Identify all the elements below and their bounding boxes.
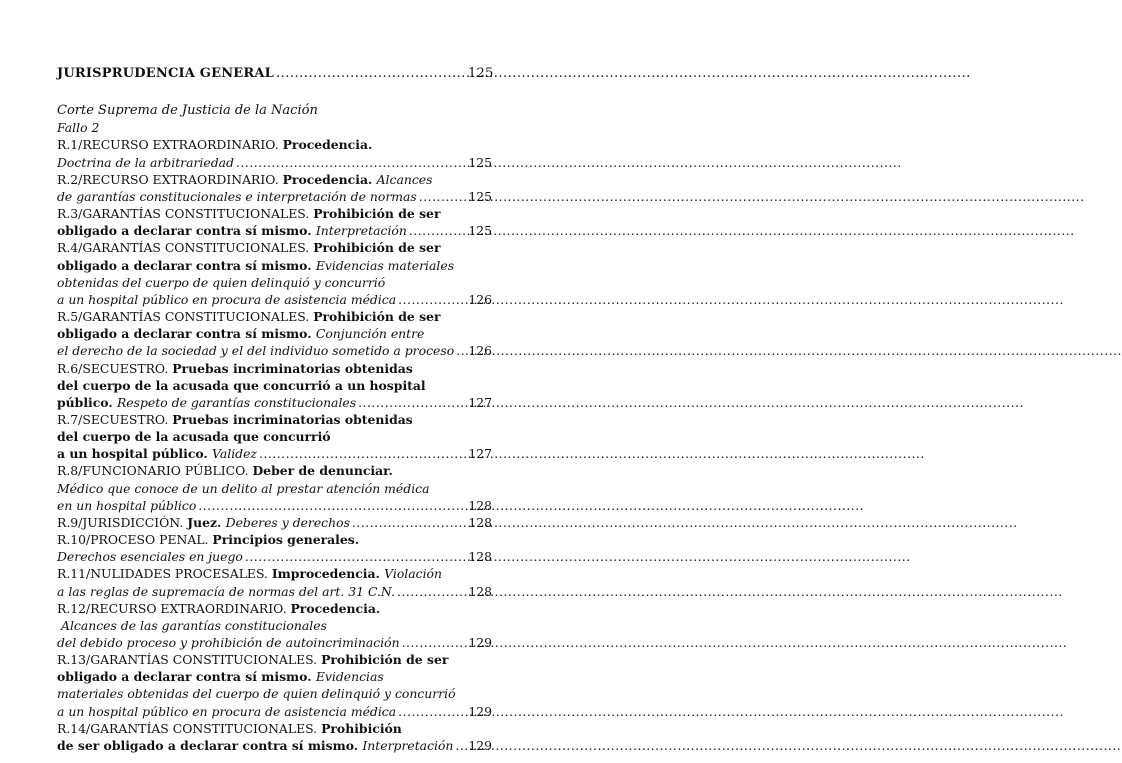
entry-text — [57, 497, 196, 514]
entry-line — [57, 205, 492, 222]
page-number: 126 — [468, 291, 492, 307]
entry-text — [57, 514, 350, 531]
entry-italic-text: materiales obtenidas del cuerpo de quien delinquió y concurrió — [57, 686, 456, 702]
entry-line — [57, 583, 492, 600]
toc-entry — [57, 565, 492, 599]
entry-bold-text: Prohibición de ser — [313, 309, 441, 325]
entry-line — [57, 514, 492, 531]
entry-bold-text: Principios generales. — [212, 532, 360, 548]
entry-bold-text: Prohibición de ser — [313, 206, 441, 222]
entry-line — [57, 548, 492, 565]
entry-bold-text: Improcedencia. — [271, 566, 385, 582]
entry-text — [57, 651, 448, 668]
entry-text — [57, 634, 400, 651]
section-title: JURISPRUDENCIA GENERAL — [57, 66, 275, 81]
entry-bold-text: Prohibición de ser — [313, 240, 441, 256]
dot-leader — [236, 154, 466, 171]
entry-plain-text: R.3/GARANTÍAS CONSTITUCIONALES. — [57, 206, 314, 222]
entry-italic-text: Médico que conoce de un delito al prestar atención médica — [57, 480, 430, 496]
entry-line — [57, 703, 492, 720]
entry-text — [57, 737, 453, 754]
page-number: 125 — [468, 66, 494, 81]
entry-line — [57, 565, 492, 582]
entry-bold-text: obligado a declarar contra sí mismo. — [57, 223, 316, 239]
entry-italic-text: Doctrina de la arbitrariedad — [57, 154, 234, 170]
dot-leader — [455, 737, 466, 754]
entry-italic-text: Deberes y derechos — [225, 514, 350, 530]
entry-italic-text: a un hospital público en procura de asistencia médica — [57, 291, 397, 307]
entry-italic-text: Violación — [384, 566, 443, 582]
toc-entry — [57, 239, 492, 308]
page-number: 125 — [468, 223, 492, 239]
toc-entry — [57, 360, 492, 411]
entry-text — [57, 668, 384, 685]
dot-leader — [198, 497, 466, 514]
entry-plain-text: R.4/GARANTÍAS CONSTITUCIONALES. — [57, 240, 314, 256]
page-number: 129 — [468, 635, 492, 650]
entry-bold-text: obligado a declarar contra sí mismo. — [57, 326, 316, 342]
entry-line — [57, 325, 492, 342]
entry-line — [57, 154, 492, 171]
section-heading — [57, 65, 492, 82]
entry-line — [57, 651, 492, 668]
entry-italic-text: a un hospital público en procura de asistencia médica — [57, 703, 397, 719]
entry-line — [57, 720, 492, 737]
toc-entry — [57, 136, 492, 170]
entry-plain-text: R.8/FUNCIONARIO PÚBLICO. — [57, 463, 253, 479]
fallo-label-text: Fallo 2 — [57, 120, 100, 136]
dot-leader — [352, 514, 466, 531]
entry-italic-text: Interpretación — [315, 223, 407, 239]
entry-italic-text: del debido proceso y prohibición de autoincriminación — [57, 635, 400, 650]
toc-entry — [57, 514, 492, 531]
page-number: 128 — [468, 497, 492, 513]
dot-leader — [245, 548, 466, 565]
entry-plain-text: R.12/RECURSO EXTRAORDINARIO. — [57, 600, 291, 616]
entry-italic-text: de garantías constitucionales e interpretación de normas — [57, 188, 417, 204]
entry-plain-text: R.10/PROCESO PENAL. — [57, 532, 213, 548]
entry-bold-text: público. — [57, 394, 117, 410]
dot-leader — [259, 445, 466, 462]
entry-italic-text: obtenidas del cuerpo de quien delinquió y concurrió — [57, 274, 386, 290]
entry-italic-text: Derechos esenciales en juego — [57, 549, 243, 565]
entry-text — [57, 445, 257, 462]
entry-text — [57, 548, 243, 565]
entry-plain-text: R.13/GARANTÍAS CONSTITUCIONALES. — [57, 652, 322, 668]
entry-plain-text: R.1/RECURSO EXTRAORDINARIO. — [57, 137, 283, 153]
entry-plain-text: R.5/GARANTÍAS CONSTITUCIONALES. — [57, 309, 314, 325]
entry-line — [57, 617, 492, 634]
entry-line — [57, 737, 492, 754]
entry-text — [57, 531, 359, 548]
court-name — [57, 102, 492, 119]
entry-bold-text: de ser obligado a declarar contra sí mismo. — [57, 737, 363, 753]
toc-entry — [57, 720, 492, 754]
court-name-text: Corte Suprema de Justicia de la Nación — [57, 103, 318, 119]
entry-line — [57, 360, 492, 377]
page-number: 129 — [468, 703, 492, 719]
entry-text — [57, 411, 413, 428]
entry-bold-text: Pruebas incriminatorias obtenidas — [172, 411, 413, 427]
entry-line — [57, 239, 492, 256]
dot-leader — [397, 583, 466, 600]
entry-text — [57, 136, 372, 153]
page-number: 129 — [468, 737, 492, 753]
toc-entry — [57, 411, 492, 462]
entry-list — [57, 136, 492, 754]
entry-line — [57, 634, 492, 651]
entry-line — [57, 600, 492, 617]
entry-italic-text: Evidencias materiales — [315, 257, 455, 273]
entry-line — [57, 188, 492, 205]
entry-bold-text: Procedencia. — [282, 171, 377, 187]
entry-italic-text: Alcances — [376, 171, 433, 187]
entry-text — [57, 462, 393, 479]
entry-plain-text: R.6/SECUESTRO. — [57, 360, 173, 376]
entry-italic-text: Interpretación — [362, 737, 454, 753]
entry-plain-text: R.11/NULIDADES PROCESALES. — [57, 566, 272, 582]
entry-bold-text: del cuerpo de la acusada que concurrió — [57, 429, 331, 445]
fallo-label — [57, 119, 492, 136]
entry-bold-text: Prohibición de ser — [321, 652, 449, 668]
entry-text — [57, 274, 385, 291]
dot-leader — [402, 634, 466, 651]
entry-italic-text: en un hospital público — [57, 497, 197, 513]
entry-bold-text: obligado a declarar contra sí mismo. — [57, 257, 316, 273]
entry-text — [57, 171, 432, 188]
entry-line — [57, 136, 492, 153]
entry-text — [57, 205, 440, 222]
entry-line — [57, 480, 492, 497]
page-number: 127 — [468, 446, 492, 462]
entry-plain-text: R.14/GARANTÍAS CONSTITUCIONALES. — [57, 720, 322, 736]
entry-line — [57, 685, 492, 702]
page-number: 127 — [468, 394, 492, 410]
entry-italic-text: a las reglas de supremacía de normas del art. 31 C.N. — [57, 583, 395, 599]
entry-line — [57, 274, 492, 291]
table-of-contents — [57, 65, 492, 754]
entry-text — [57, 428, 331, 445]
entry-text — [57, 480, 429, 497]
entry-text — [57, 377, 426, 394]
entry-text — [57, 394, 356, 411]
entry-line — [57, 462, 492, 479]
entry-text — [57, 239, 440, 256]
entry-bold-text: del cuerpo de la acusada que concurrió a un hospital — [57, 377, 426, 393]
entry-bold-text: Prohibición — [321, 720, 402, 736]
dot-leader — [409, 222, 466, 239]
entry-text — [57, 703, 396, 720]
dot-leader — [419, 188, 466, 205]
entry-text — [57, 325, 424, 342]
entry-bold-text: Juez. — [187, 514, 226, 530]
toc-entry — [57, 651, 492, 720]
entry-text — [57, 308, 440, 325]
dot-leader — [456, 342, 466, 359]
page-number: 128 — [468, 583, 492, 599]
entry-bold-text: a un hospital público. — [57, 446, 213, 462]
dot-leader — [398, 703, 466, 720]
entry-line — [57, 394, 492, 411]
dot-leader — [276, 65, 466, 82]
entry-line — [57, 531, 492, 548]
entry-plain-text: R.7/SECUESTRO. — [57, 411, 173, 427]
entry-italic-text: Alcances de las garantías constitucionales — [61, 617, 327, 633]
entry-line — [57, 257, 492, 274]
entry-text — [57, 685, 456, 702]
entry-line — [57, 445, 492, 462]
entry-text — [57, 720, 402, 737]
dot-leader — [398, 291, 466, 308]
toc-entry — [57, 600, 492, 651]
toc-entry — [57, 205, 492, 239]
page-number: 126 — [468, 343, 492, 359]
toc-entry — [57, 171, 492, 205]
entry-text — [57, 565, 442, 582]
entry-line — [57, 291, 492, 308]
entry-line — [57, 308, 492, 325]
toc-entry — [57, 462, 492, 513]
entry-text — [57, 291, 396, 308]
entry-line — [57, 342, 492, 359]
page-number: 128 — [468, 549, 492, 565]
entry-line — [57, 428, 492, 445]
entry-text — [57, 222, 407, 239]
entry-italic-text: Respeto de garantías constitucionales — [116, 394, 357, 410]
entry-bold-text: Procedencia. — [282, 137, 373, 153]
entry-text — [57, 342, 454, 359]
page-number: 128 — [468, 514, 492, 530]
entry-plain-text: R.2/RECURSO EXTRAORDINARIO. — [57, 171, 283, 187]
entry-plain-text: R.9/JURISDICCIÓN. — [57, 514, 188, 530]
entry-text — [57, 583, 395, 600]
entry-line — [57, 497, 492, 514]
entry-text — [57, 360, 413, 377]
entry-line — [57, 222, 492, 239]
entry-italic-text: el derecho de la sociedad y el del individuo sometido a proceso — [57, 343, 455, 359]
dot-leader — [358, 394, 466, 411]
entry-italic-text: Validez — [212, 446, 257, 462]
entry-text — [57, 257, 454, 274]
toc-entry — [57, 308, 492, 359]
entry-line — [57, 171, 492, 188]
entry-line — [57, 411, 492, 428]
entry-bold-text: Deber de denunciar. — [252, 463, 393, 479]
entry-line — [57, 377, 492, 394]
toc-entry — [57, 531, 492, 565]
entry-text — [57, 600, 380, 617]
entry-bold-text: Procedencia. — [290, 600, 381, 616]
entry-text — [57, 188, 417, 205]
page-number: 125 — [468, 154, 492, 170]
page-number: 125 — [468, 188, 492, 204]
entry-bold-text: obligado a declarar contra sí mismo. — [57, 669, 316, 685]
entry-text — [61, 617, 327, 634]
entry-line — [57, 668, 492, 685]
entry-bold-text: Pruebas incriminatorias obtenidas — [172, 360, 413, 376]
entry-italic-text: Conjunción entre — [315, 326, 425, 342]
entry-italic-text: Evidencias — [315, 669, 384, 685]
entry-text — [57, 154, 234, 171]
